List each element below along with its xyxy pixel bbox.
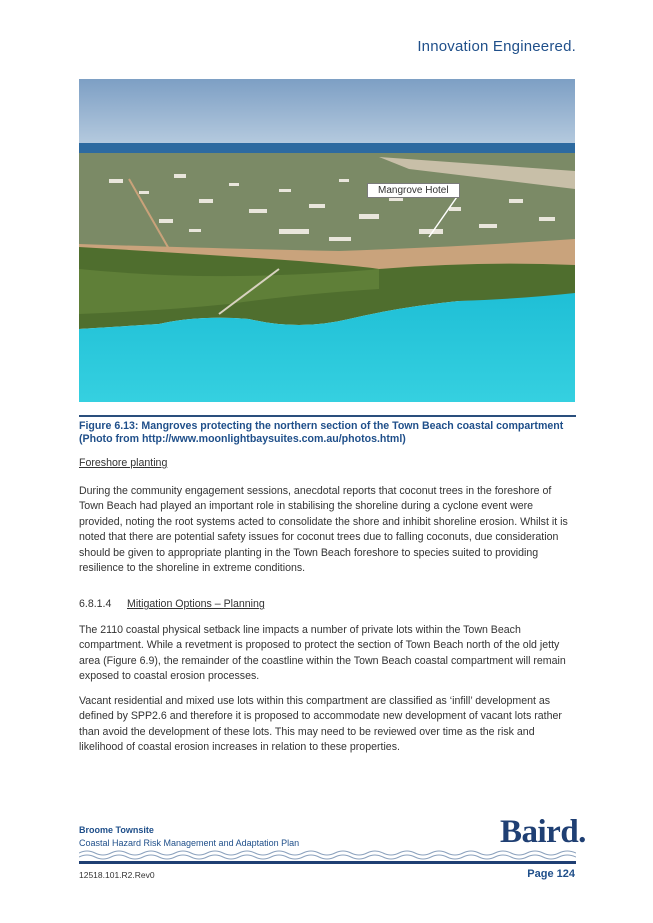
figure-caption-line2: (Photo from http://www.moonlightbaysuites.com.au/photos.html) <box>79 433 406 445</box>
paragraph-setback: The 2110 coastal physical setback line impacts a number of private lots within the Town Beach compartment. While a revetment is proposed to protect the section of Town Beach north of the old jetty area (Figure 6.9), the remainder of the coastline within the Town Beach coastal compartment will remain exposed to coastal erosion processes. <box>79 624 566 683</box>
mangrove-hotel-label: Mangrove Hotel <box>367 183 460 198</box>
header-tagline: Innovation Engineered. <box>417 38 576 55</box>
paragraph-vacant-lots: Vacant residential and mixed use lots within this compartment are classified as ‘infill’ development as defined by SPP2.6 and therefore it is proposed to accommodate new development of vacant lots rather than avoid the development of these lots. This may need to be reviewed over time as the risk and likelihood of coastal erosion increases in relation to these properties. <box>79 695 562 754</box>
aerial-photo <box>79 79 575 402</box>
aerial-photo-illustration <box>79 79 575 402</box>
page-number: Page 124 <box>527 868 575 880</box>
baird-logo: Baird. <box>500 814 586 850</box>
footer-subtitle: Coastal Hazard Risk Management and Adaptation Plan <box>79 838 300 848</box>
caption-divider <box>79 415 576 417</box>
footer-wave-divider <box>79 849 576 865</box>
footer-title: Broome Townsite <box>79 825 154 835</box>
document-reference: 12518.101.R2.Rev0 <box>79 870 155 880</box>
figure-caption <box>79 420 579 446</box>
paragraph-foreshore: During the community engagement sessions, anecdotal reports that coconut trees in the foreshore of Town Beach had played an important role in stabilising the shoreline during a cyclone event were provided, noting the root systems acted to consolidate the shore and inhibit shoreline erosion. Whilst it is noted that there are potential safety issues for coconut trees due to falling coconuts, due consideration should be given to appropriate planting in the Town Beach foreshore to species suited to providing resilience to the shoreline in extreme conditions. <box>79 485 568 575</box>
subsection-heading <box>79 598 265 610</box>
figure-caption-line1: Figure 6.13: Mangroves protecting the northern section of the Town Beach coastal compartment <box>79 420 564 432</box>
section-heading: Foreshore planting <box>79 457 168 469</box>
subsection-title: Mitigation Options – Planning <box>127 598 265 610</box>
subsection-number: 6.8.1.4 <box>79 598 112 610</box>
